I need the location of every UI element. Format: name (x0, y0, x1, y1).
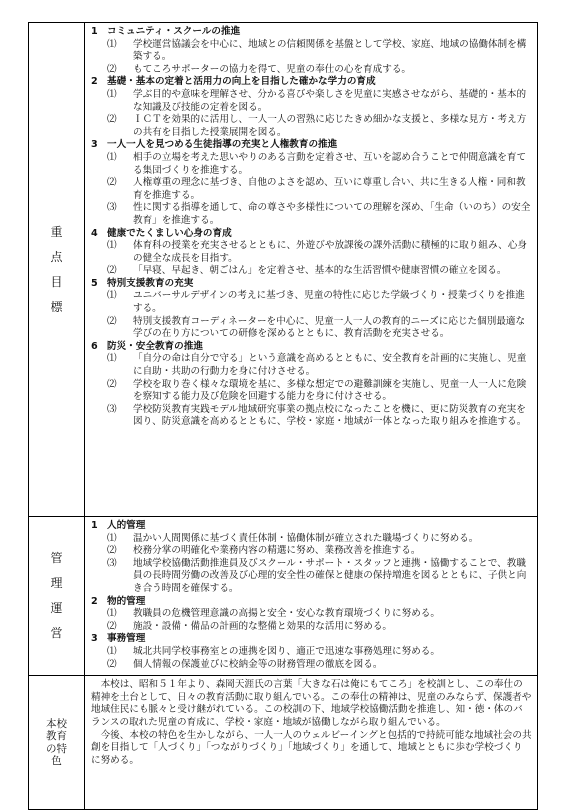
goals-label-char: 目 (50, 274, 63, 289)
management-row (29, 517, 538, 676)
list-item: ⑴ 温かい人間関係に基づく責任体制・協働体制が確立された職場づくりに努める。 (107, 532, 479, 544)
list-item: ⑴ 学校運営協議会を中心に、地域との信頼関係を基盤として学校、家庭、地域の協働体制を構築する。 (107, 38, 527, 63)
goals-label-cell (29, 23, 85, 517)
characteristics-row (29, 676, 538, 810)
paragraph: 本校は、昭和５１年より、森岡天涯氏の言葉「大きな石は俺にもてころ」を校訓とし、この奉仕の精神を土台として、日々の教育活動に取り組んでいる。この奉仕の精神は、児童のみならず、保護者や地域住民にも脈々と受け継がれている。この校訓の下、地域学校協働活動を推進し、知・徳・体のバランスの取れた児童の育成に、学校・家庭・地域が協働しながら取り組んでいる。 (91, 679, 532, 728)
goals-row (29, 23, 538, 517)
section-heading: 5 特別支援教育の充実 (91, 277, 194, 289)
list-item: ⑴ 教職員の危機管理意識の高揚と安全・安心な教育環境づくりに努める。 (107, 608, 440, 620)
list-item: ⑵ 施設・設備・備品の計画的な整備と効果的な活用に努める。 (107, 620, 393, 632)
paragraph: 今後、本校の特色を生かしながら、一人一人のウェルビーイングと包括的で持続可能な地域社会の共創を目指して「人づくり」「つながりづくり」「地域づくり」を通して、地域とともに歩む学校づくりに努める。 (91, 729, 532, 766)
section-heading: 3 事務管理 (91, 633, 146, 645)
list-item: ⑵ 特別支援教育コーディネーターを中心に、児童一人一人の教育的ニーズに応じた個別最適な学びの在り方についての研修を深めるとともに、教育活動を充実させる。 (107, 315, 526, 340)
characteristics-label-line: の特 (46, 742, 67, 755)
characteristics-label-line: 本校 (46, 717, 67, 730)
section-heading: 2 基礎・基本の定着と活用力の向上を目指した確かな学力の育成 (91, 76, 376, 88)
characteristics-label-line: 色 (51, 755, 62, 768)
characteristics-content-cell (85, 676, 538, 810)
section-heading: 3 一人一人を見つめる生徒指導の充実と人権教育の推進 (91, 139, 338, 151)
goals-content-cell (85, 23, 538, 517)
management-label-char: 理 (50, 576, 63, 591)
management-label-char: 営 (50, 626, 63, 641)
list-item: ⑴ 学ぶ目的や意味を理解させ、分かる喜びや楽しさを児童に実感させながら、基礎的・基本的な知識及び技能の定着を図る。 (107, 88, 527, 113)
list-item: ⑴ 城北共同学校事務室との連携を図り、適正で迅速な事務処理に努める。 (107, 645, 440, 657)
characteristics-label-cell (29, 676, 85, 810)
list-item: ⑶ 地域学校協働活動推進員及びスクール・サポート・スタッフと連携・協働することで、教職員の長時間労働の改善及び心理的安全性の確保と健康の保持増進を図るとともに、子供と向き合う時間を確保する。 (107, 557, 527, 594)
section-heading: 1 人的管理 (91, 520, 146, 531)
list-item: ⑶ 性に関する指導を通して、命の尊さや多様性についての理解を深め、「生命（いのち）の安全教育」を推進する。 (107, 202, 531, 226)
list-item: ⑴ 「自分の命は自分で守る」という意識を高めるとともに、安全教育を計画的に実施し、児童に自助・共助の行動力を身に付けさせる。 (107, 353, 527, 378)
list-item: ⑵ ＩＣＴを効果的に活用し、一人一人の習熟に応じたきめ細かな支援と、多様な見方・考え方の共有を目指した授業展開を図る。 (107, 114, 527, 138)
list-item: ⑵ もてころサポーターの協力を得て、児童の奉仕の心を育成する。 (107, 63, 412, 75)
list-item: ⑵ 校務分掌の明確化や業務内容の精選に努め、業務改善を推進する。 (107, 545, 421, 557)
section-heading: 2 物的管理 (91, 595, 146, 607)
section-heading: 4 健康でたくましい心身の育成 (91, 227, 232, 239)
management-content-cell (85, 517, 538, 676)
goals-label-char: 点 (50, 249, 63, 264)
list-item: ⑴ 相手の立場を考えた思いやりのある言動を定着させ、互いを認め合うことで仲間意識を育てる集団づくりを推進する。 (107, 151, 527, 176)
list-item: ⑵ 個人情報の保護並びに校納金等の財務管理の徹底を図る。 (107, 658, 383, 670)
list-item: ⑵ 学校を取り巻く様々な環境を基に、多様な想定での避難訓練を実施し、児童一人一人に危険を察知する能力及び危険を回避する能力を身に付けさせる。 (107, 378, 527, 403)
school-plan-table (28, 22, 538, 810)
list-item: ⑵ 「早寝、早起き、朝ごはん」を定着させ、基本的な生活習慣や健康習慣の確立を図る。 (107, 265, 507, 277)
list-item: ⑶ 学校防災教育実践モデル地域研究事業の拠点校になったことを機に、更に防災教育の充実を図り、防災意識を高めるとともに、学校・家庭・地域が一体となった取り組みを推進する。 (107, 403, 527, 428)
list-item: ⑴ ユニバーサルデザインの考えに基づき、児童の特性に応じた学級づくり・授業づくりを推進する。 (107, 290, 525, 315)
goals-label-char: 重 (50, 224, 63, 239)
management-label-cell (29, 517, 85, 676)
management-label-char: 管 (50, 551, 63, 566)
characteristics-label-line: 教育 (46, 730, 67, 743)
section-heading: 1 コミュニティ・スクールの推進 (91, 26, 241, 37)
section-heading: 6 防災・安全教育の推進 (91, 340, 203, 352)
goals-label-char: 標 (50, 299, 63, 314)
list-item: ⑵ 人権尊重の理念に基づき、自他のよさを認め、互いに尊重し合い、共に生きる人権・同和教育を推進する。 (107, 177, 526, 201)
list-item: ⑴ 体育科の授業を充実させるとともに、外遊びや放課後の課外活動に積極的に取り組み、心身の健全な成長を目指す。 (107, 240, 527, 264)
management-label-char: 運 (50, 601, 63, 616)
